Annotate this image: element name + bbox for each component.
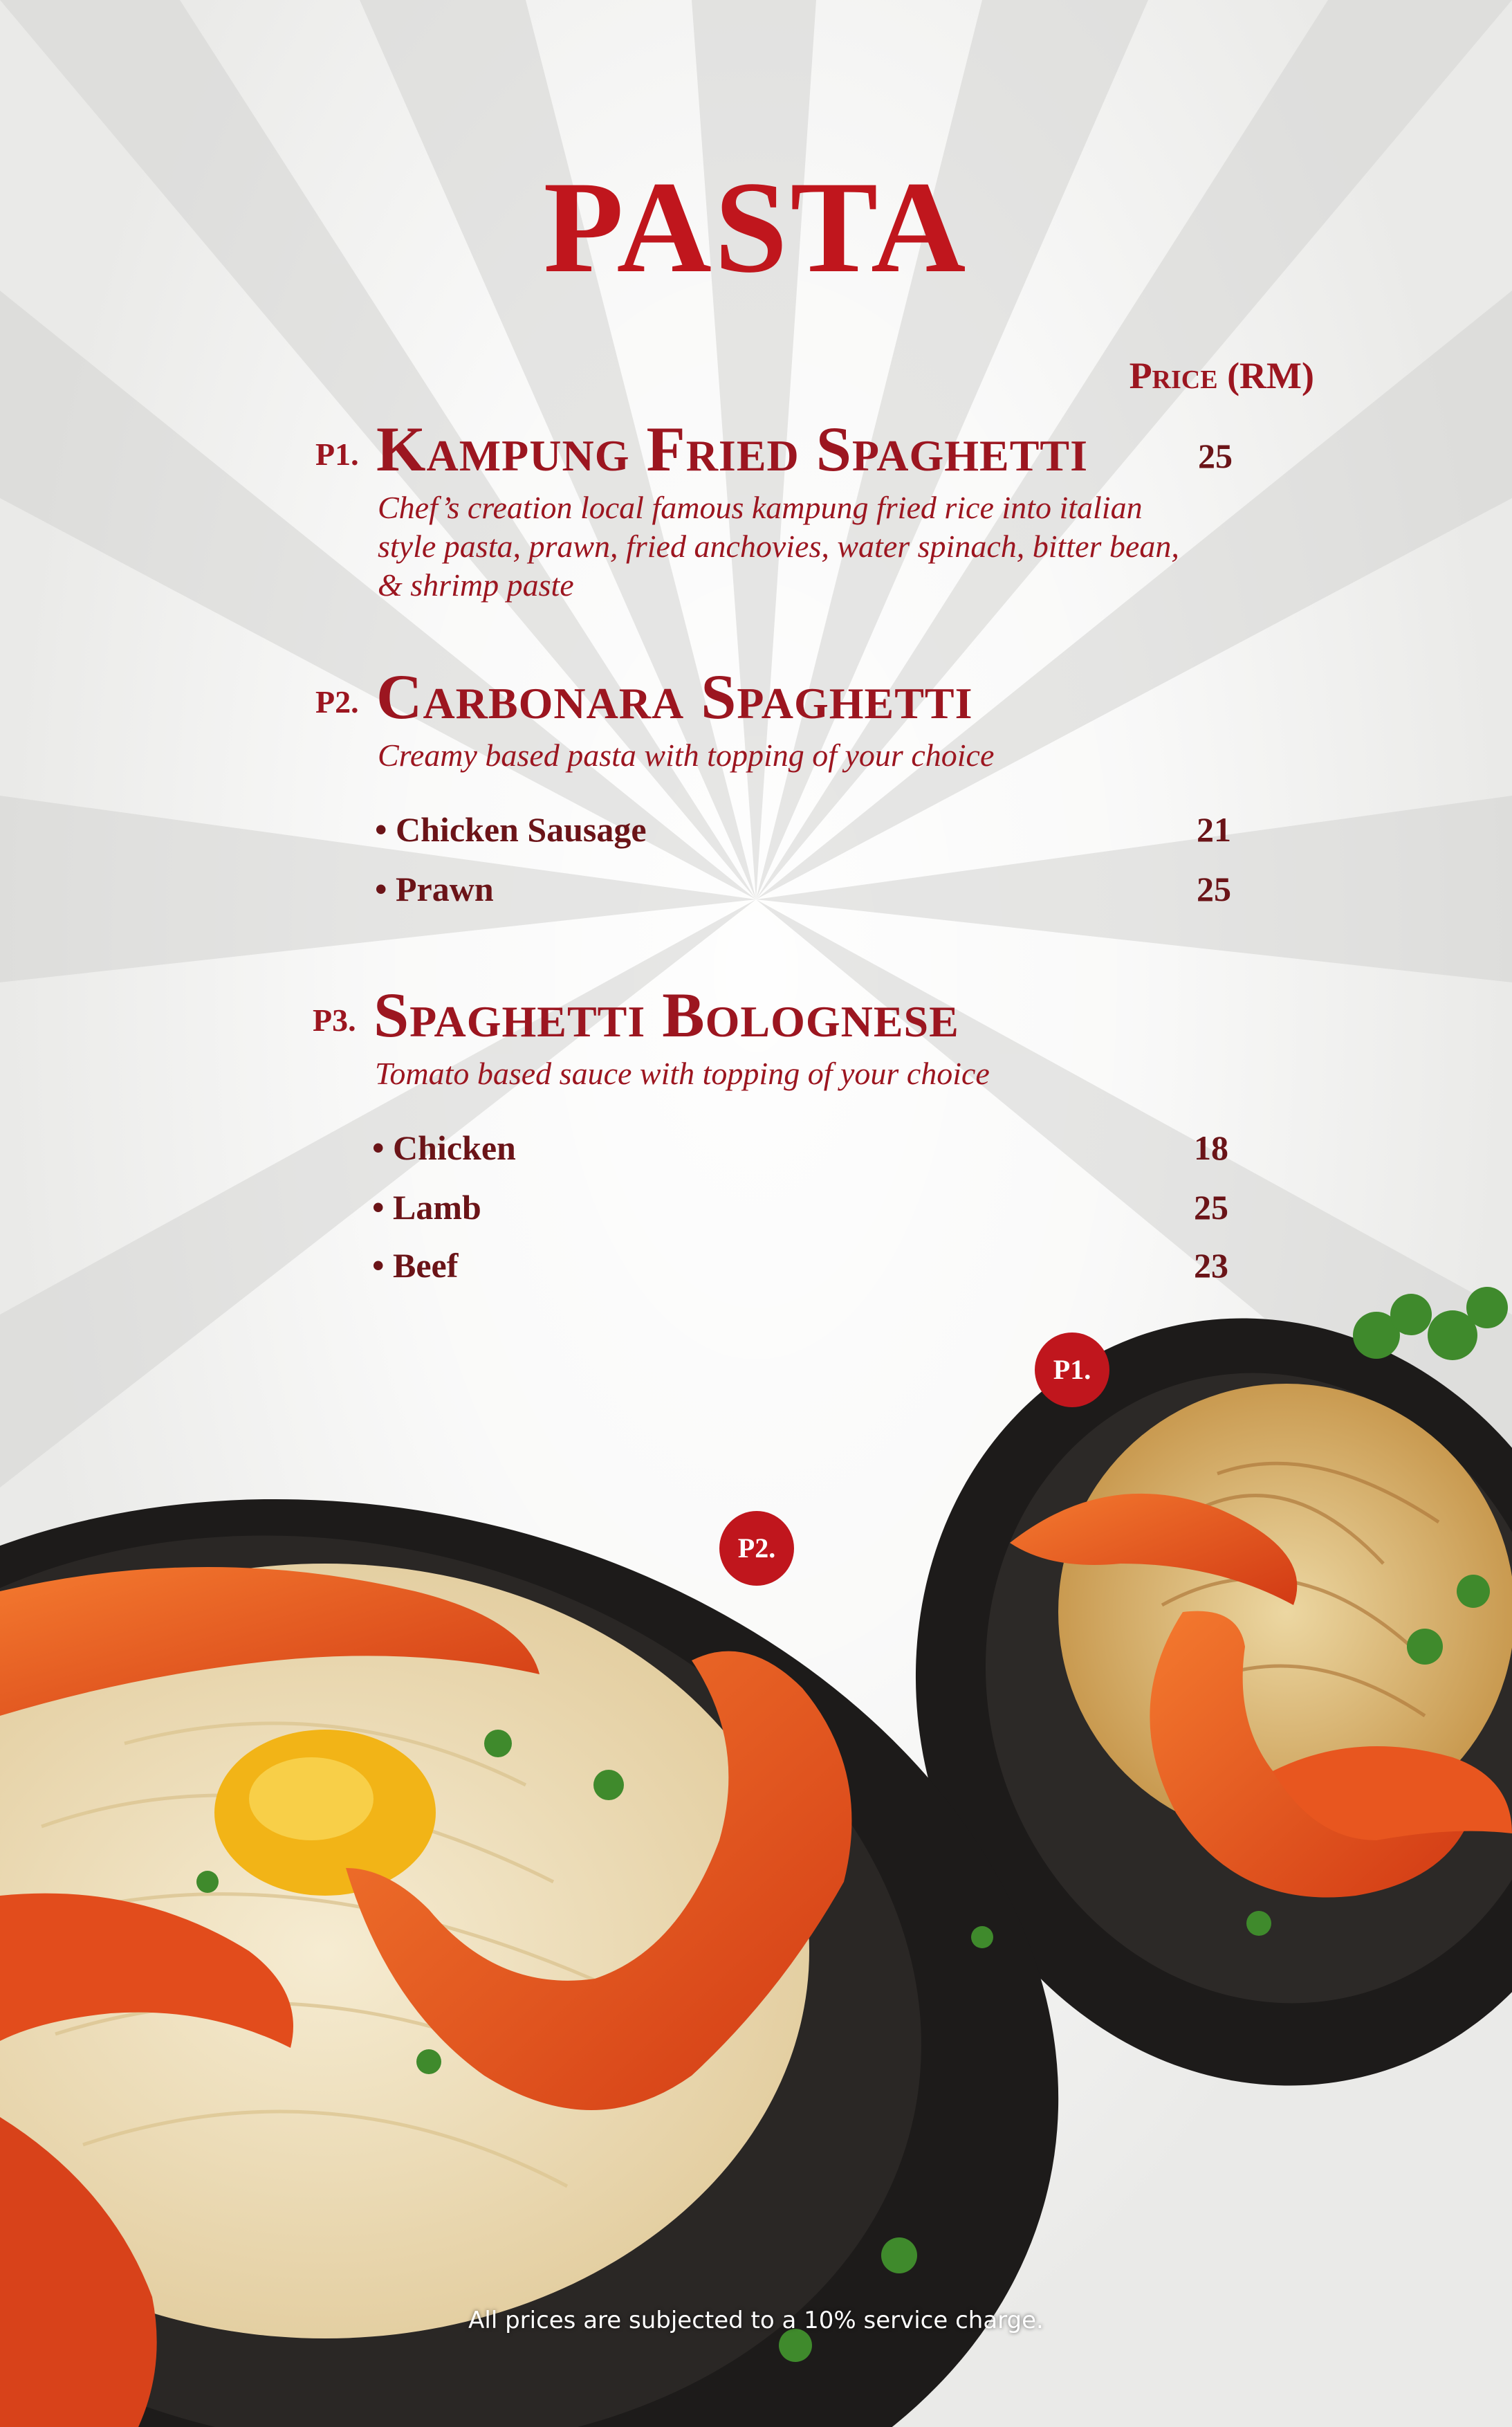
description-line: Tomato based sauce with topping of your choice (375, 1056, 990, 1091)
service-charge-note: All prices are subjected to a 10% service charge. (468, 2307, 1044, 2334)
menu-title: PASTA (543, 155, 969, 300)
p2-photo-badge: P2. (719, 1511, 794, 1586)
option-price: 25 (1194, 1188, 1228, 1227)
item-code: P3. (313, 1002, 356, 1038)
description-line: & shrimp paste (378, 567, 574, 603)
option-price: 21 (1197, 810, 1231, 849)
item-code: P1. (315, 437, 359, 472)
price-column-header: Price (RM) (1129, 355, 1314, 396)
option-label: • Prawn (375, 870, 494, 908)
option-label: • Chicken (372, 1128, 516, 1167)
item-name: Spaghetti Bolognese (374, 980, 959, 1050)
description-line: Chef’s creation local famous kampung fried rice into italian (378, 490, 1143, 525)
item-code: P2. (315, 684, 359, 720)
option-price: 18 (1194, 1128, 1228, 1167)
option-label: • Beef (372, 1246, 459, 1285)
description-line: Creamy based pasta with topping of your choice (378, 738, 995, 773)
item-price: 25 (1198, 437, 1233, 475)
p1-photo-badge: P1. (1035, 1332, 1109, 1407)
option-label: • Lamb (372, 1188, 481, 1227)
option-label: • Chicken Sausage (375, 810, 647, 849)
item-name: Carbonara Spaghetti (376, 661, 973, 732)
description-line: style pasta, prawn, fried anchovies, water spinach, bitter bean, (378, 529, 1179, 564)
option-price: 25 (1197, 870, 1231, 908)
option-price: 23 (1194, 1246, 1228, 1285)
item-name: Kampung Fried Spaghetti (376, 414, 1088, 484)
